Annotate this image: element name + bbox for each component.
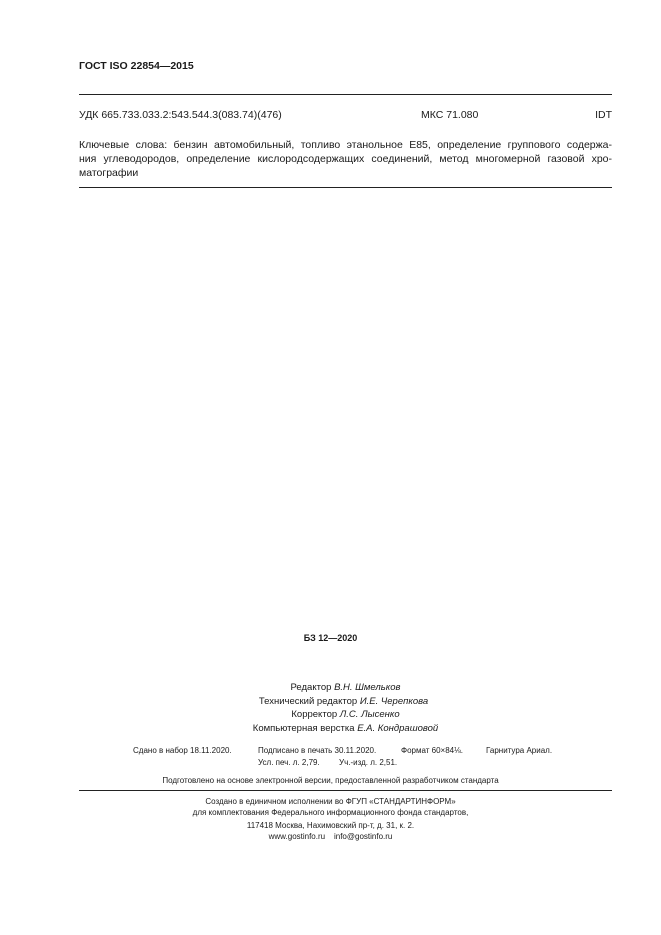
keywords-block (79, 138, 612, 180)
footer-website[interactable]: www.gostinfo.ru (268, 832, 326, 841)
corrector-label: Корректор (291, 709, 338, 720)
keywords-line-3: матографии (79, 167, 139, 179)
keywords-line-1: Ключевые слова: бензин автомобильный, топливо этанольное Е85, определение группового содержа- (79, 139, 612, 151)
tech-editor-name: И.Е. Черепкова (359, 695, 429, 707)
keywords-line-2: ния углеводородов, определение кислородсодержащих соединений, метод многомерной газовой хро- (79, 153, 612, 165)
footer-line-1: Создано в единичном исполнении во ФГУП «СТАНДАРТИНФОРМ» (205, 797, 456, 806)
divider-top (79, 94, 612, 95)
publication-pub-sheets: Уч.-изд. л. 2,51. (339, 758, 398, 767)
divider-keywords (79, 187, 612, 188)
publication-print-sheets: Усл. печ. л. 2,79. (258, 758, 320, 767)
publication-sent: Сдано в набор 18.11.2020. (133, 746, 232, 755)
publication-font: Гарнитура Ариал. (486, 746, 553, 755)
bz-number: БЗ 12—2020 (303, 633, 358, 643)
footer-email[interactable]: info@gostinfo.ru (333, 832, 393, 841)
divider-footer (79, 790, 612, 791)
footer-line-2: для комплектования Федерального информационного фонда стандартов, (192, 808, 469, 817)
layout-line (0, 722, 661, 736)
corrector-name: Л.С. Лысенко (339, 709, 400, 720)
editor-name: В.Н. Шмельков (334, 682, 401, 693)
tech-editor-line (0, 695, 661, 709)
udc-code: УДК 665.733.033.2:543.544.3(083.74)(476) (79, 109, 282, 121)
standard-code: ГОСТ ISO 22854—2015 (79, 60, 194, 72)
footer-address: 117418 Москва, Нахимовский пр-т, д. 31, к. 2. (246, 821, 415, 830)
publication-signed: Подписано в печать 30.11.2020. (258, 746, 377, 755)
mks-code: МКС 71.080 (421, 109, 479, 121)
editor-label: Редактор (290, 682, 332, 693)
prepared-note: Подготовлено на основе электронной версии, предоставленной разработчиком стандарта (162, 776, 499, 785)
layout-label: Компьютерная верстка (252, 722, 355, 734)
layout-name: Е.А. Кондрашовой (357, 722, 439, 734)
staff-credits (0, 681, 661, 735)
corrector-line (0, 708, 661, 722)
publication-format: Формат 60×84⅛. (401, 746, 464, 755)
idt-label: IDT (595, 109, 612, 121)
editor-line (0, 681, 661, 695)
tech-editor-label: Технический редактор (258, 695, 358, 707)
footer-contacts (0, 831, 661, 842)
